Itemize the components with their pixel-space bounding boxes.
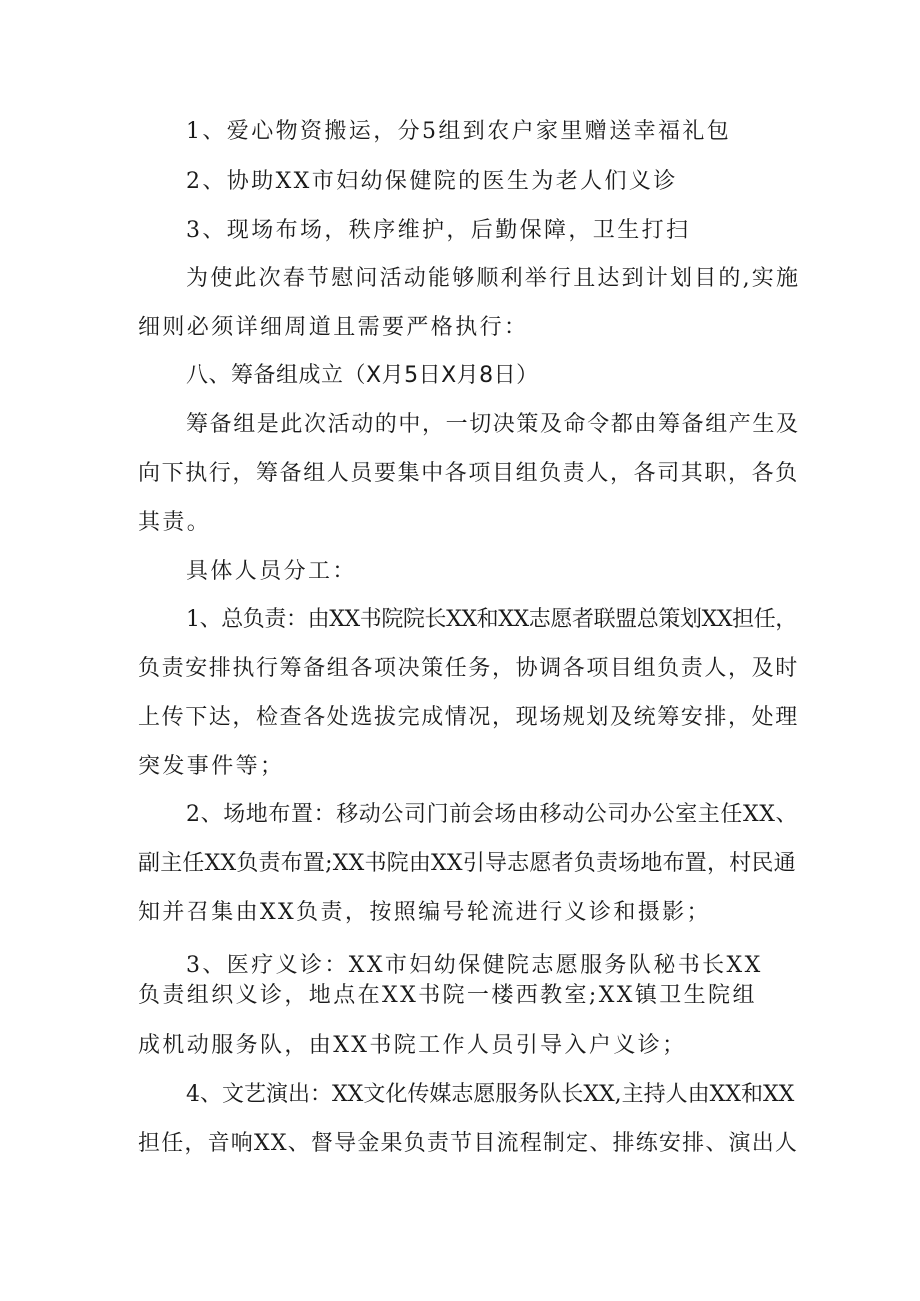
- paragraph-line: 为使此次春节慰问活动能够顺利举行且达到计划目的,实施: [186, 266, 801, 291]
- duty-item-4: 4、文艺演出：XX文化传媒志愿服务队长XX,主持人由XX和XX: [186, 1082, 795, 1107]
- task-item-3: 3、现场布场，秩序维护，后勤保障，卫生打扫: [186, 218, 691, 243]
- subheading: 具体人员分工：: [186, 559, 357, 584]
- duty-item-1: 1、总负责：由XX书院院长XX和XX志愿者联盟总策划XX担任，: [186, 607, 797, 632]
- paragraph-line: 上传下达，检查各处选拔完成情况，现场规划及统筹安排，处理: [138, 705, 799, 730]
- duty-item-2: 2、场地布置：移动公司门前会场由移动公司办公室主任XX、: [186, 802, 799, 827]
- paragraph-line: 向下执行，筹备组人员要集中各项目组负责人，各司其职，各负: [138, 461, 799, 486]
- duty-item-3: 3、医疗义诊：XX市妇幼保健院志愿服务队秘书长XX: [186, 953, 763, 978]
- paragraph-line: 担任，音响XX、督导金果负责节目流程制定、排练安排、演出人: [138, 1131, 799, 1156]
- paragraph-line: 突发事件等；: [138, 754, 285, 779]
- task-item-1: 1、爱心物资搬运，分5组到农户家里赠送幸福礼包: [186, 119, 732, 144]
- paragraph-line: 成机动服务队，由XX书院工作人员引导入户义诊；: [138, 1033, 687, 1058]
- paragraph-line: 细则必须详细周道且需要严格执行：: [138, 315, 529, 340]
- section-heading: 八、筹备组成立（X月5日X月8日）: [186, 363, 539, 388]
- paragraph-line: 副主任XX负责布置;XX书院由XX引导志愿者负责场地布置，村民通: [138, 851, 796, 876]
- paragraph-line: 筹备组是此次活动的中，一切决策及命令都由筹备组产生及: [186, 412, 800, 437]
- task-item-2: 2、协助XX市妇幼保健院的医生为老人们义诊: [186, 169, 678, 194]
- paragraph-line: 负责安排执行筹备组各项决策任务，协调各项目组负责人，及时: [138, 656, 799, 681]
- paragraph-line: 其责。: [138, 510, 212, 535]
- paragraph-line: 知并召集由XX负责，按照编号轮流进行义诊和摄影；: [138, 900, 711, 925]
- paragraph-line: 负责组织义诊，地点在XX书院一楼西教室;XX镇卫生院组: [138, 983, 757, 1008]
